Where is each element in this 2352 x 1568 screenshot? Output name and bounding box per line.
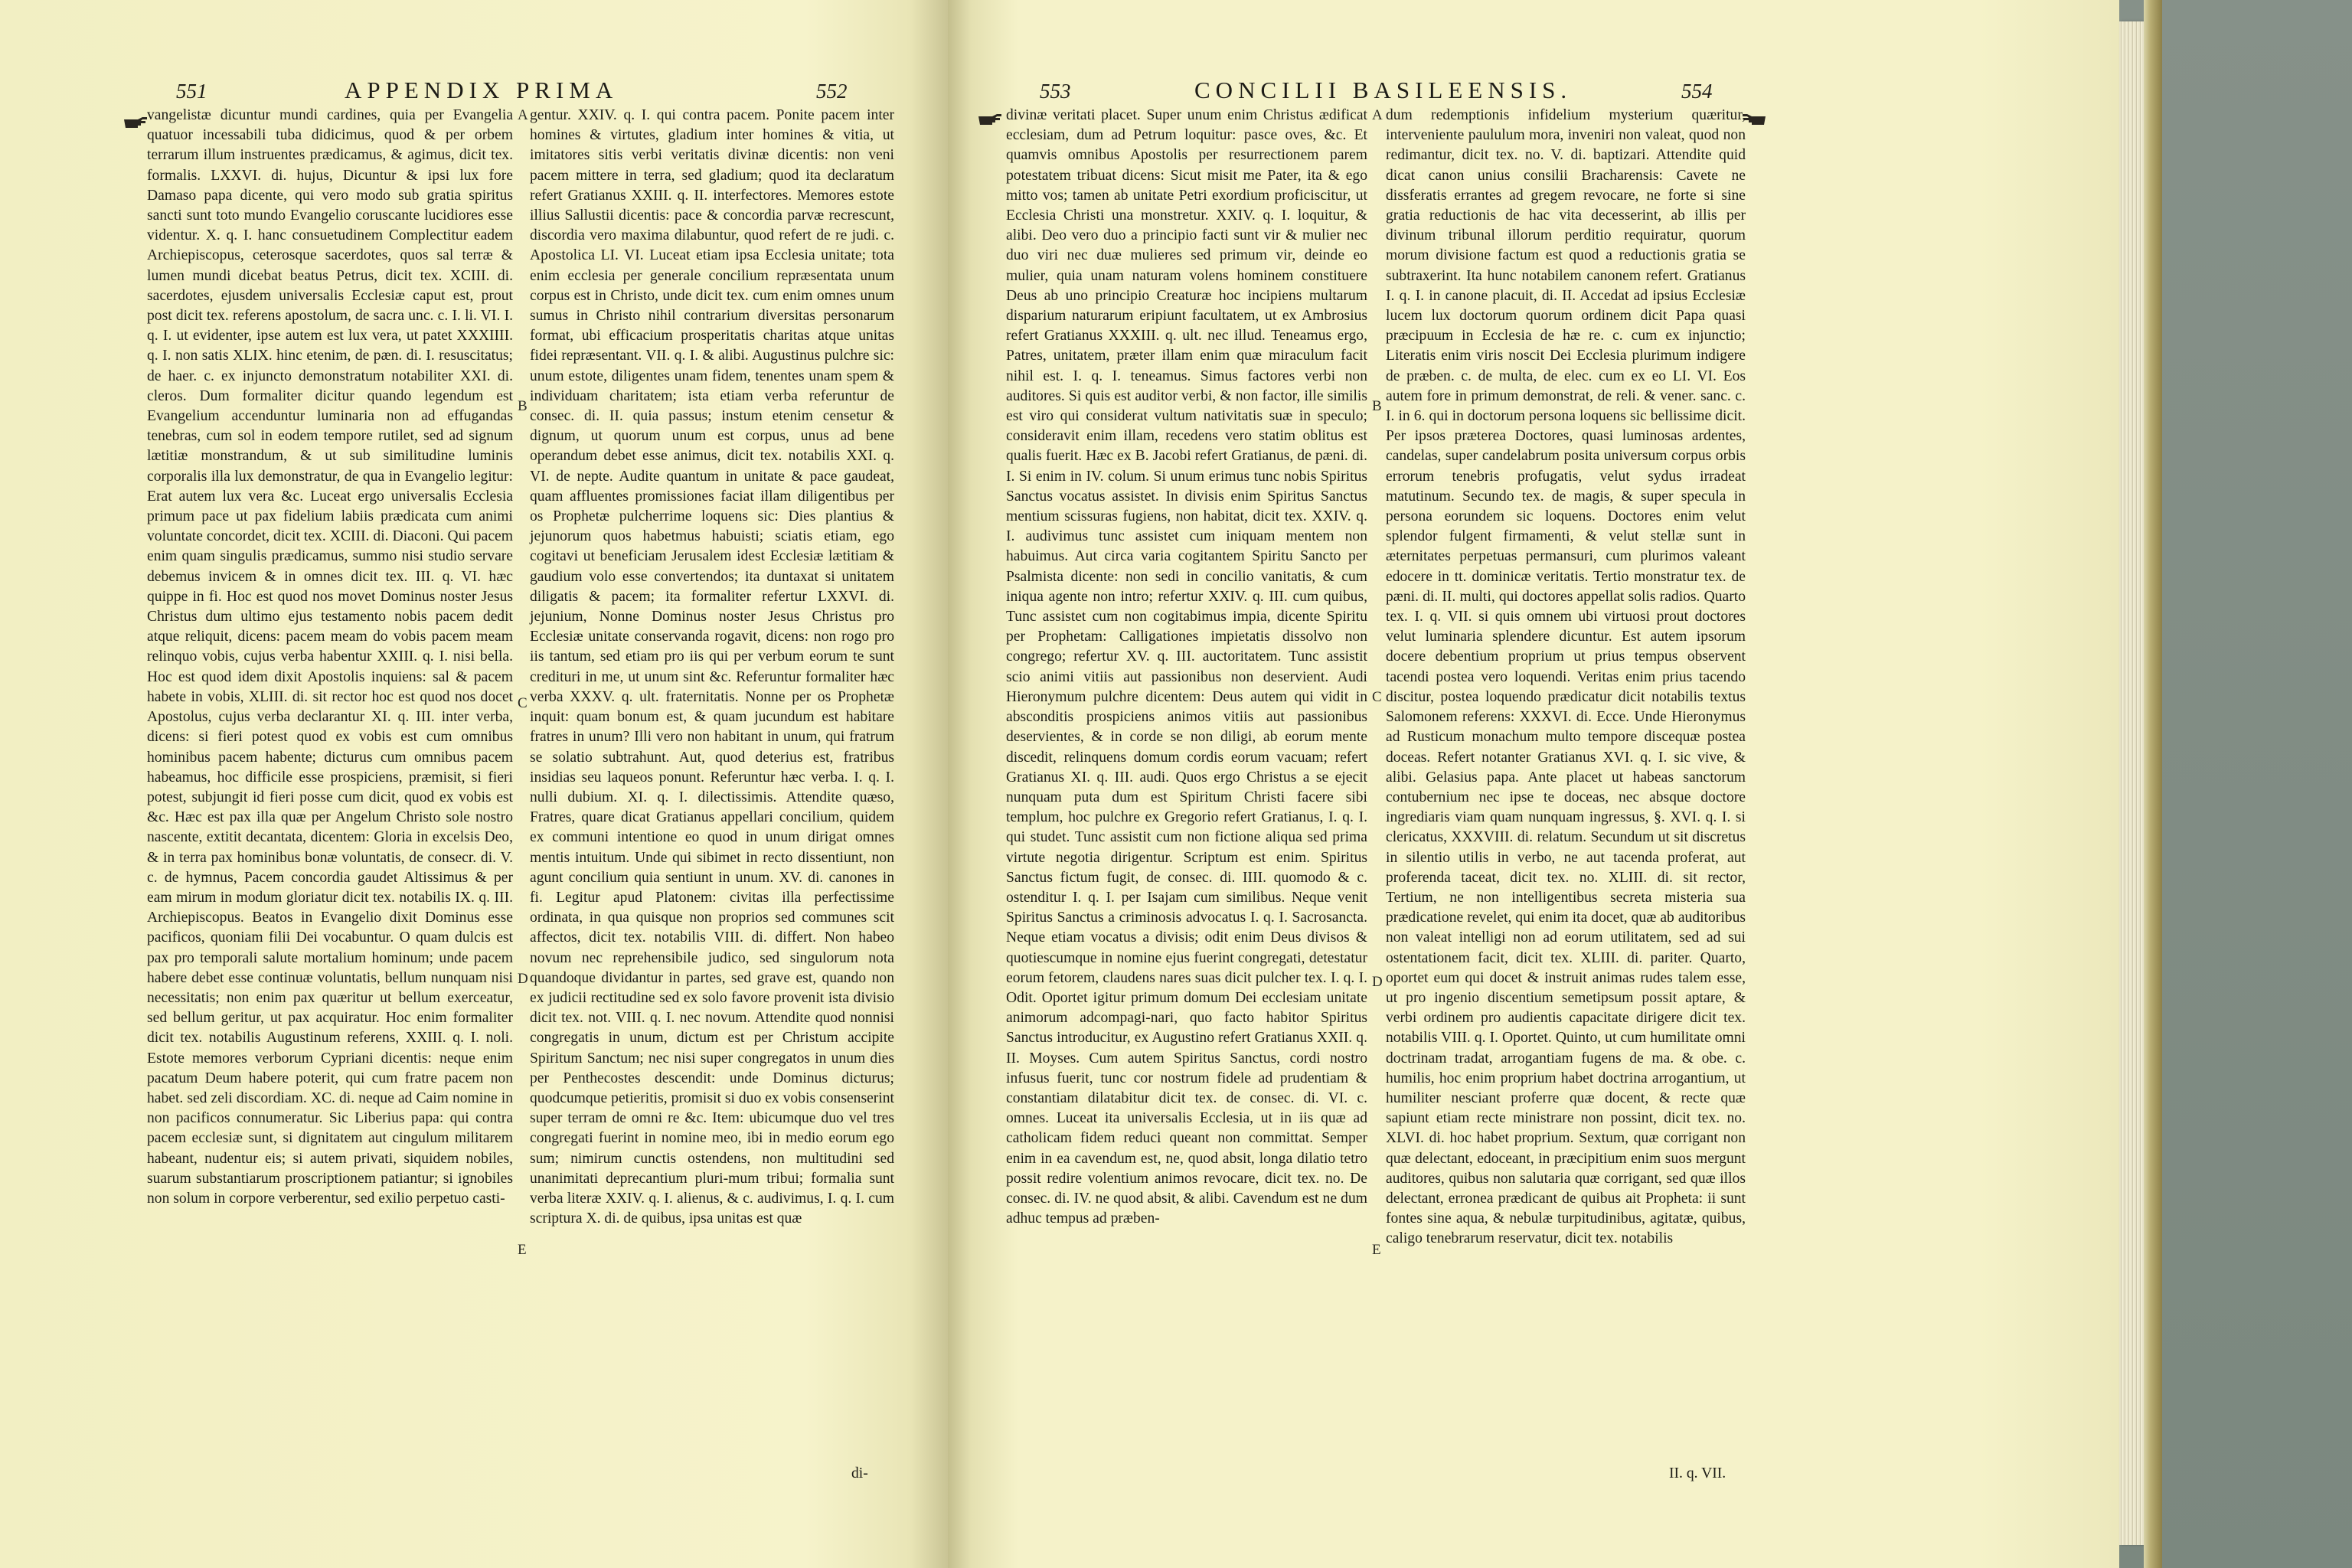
left-column-1-text: vangelistæ dicuntur mundi cardines, quia per Evangelia quatuor incessabili tuba didicimus, quod & per orbem terrarum illum instruentes prædicamus, & agimus, dicit tex. formalis. LXXVI. di. hujus, Dicuntur & ipsi lux fore Damaso papa dicente, qui vero modo sub gratia spiritus sancti sunt toto mundo Evangelio coruscante lucidiores esse videntur. X. q. I. hanc consuetudinem Complectitur eadem Archiepiscopus, ceterosque sacerdotes, quos sal terræ & lumen mundi dicebat beatus Petrus, dicit tex. XCIII. di. sacerdotes, ejusdem universalis Ecclesiæ caput est, prout post dicit tex. referens apostolum, de sacra unc. c. I. li. VI. I. q. I. ut evidenter, ipse autem est lux vera, ut patet XXXIIII. q. I. non satis XLIX. hinc etenim, de pæn. di. I. resuscitatus; de haer. c. ex injuncto demonstratum notabiliter XXI. di. cleros. Dum formaliter dicitur quando legendum est Evangelium accenduntur luminaria non ad effugandas tenebras, cum sol in eodem tempore rutilet, sed ad signum lætitiæ monstrandum, & ut sub similitudine luminis corporalis illa lux demonstratur, de qua in Evangelio legitur: Erat autem lux vera &c. Luceat ergo universalis Ecclesia primum pace ut pax fidelium labiis prædicata cum animi voluntate concordet, dicit tex. XCIII. di. Diaconi. Qui pacem enim quam singulis prædicamus, summo nisi studio servare debemus invicem & in omnes dicit tex. III. q. VI. hæc quippe in fi. Hoc est quod nos movet Dominus noster Jesus Christus dum ultimo ejus testamento nobis pacem dedit atque reliquit, dicens: pacem meam do vobis pacem meam relinquo vobis, cujus verba habentur XXIII. q. I. nisi bella. Hoc est quod idem dixit Apostolis inquiens: sal & pacem habete in vobis, XLIII. di. sit rector hoc est quod nos docet Apostolus, cujus verba declarantur XI. q. III. inter verba, dicens: si fieri potest quod ex vobis est cum omnibus hominibus pacem habente; dicturus cum omnibus pacem habeamus, hoc difficile esse prospiciens, præmisit, si fieri potest, subjungit id fieri posse cum dicit, quod ex vobis est &c. Hæc est pax illa quæ per Angelum Christo sole nostro nascente, extitit decantata, dicentem: Gloria in excelsis Deo, & in terra pax hominibus bonæ voluntatis, de consecr. di. V. c. de hymnus, Pacem concordia gaudet Altissimus & per eam mirum in modum gloriatur dicit tex. notabilis IX. q. III. Archiepiscopus. Beatos in Evangelio dixit Dominus esse pacificos, quoniam filii Dei vocabuntur. O quam dulcis est pax pro temporali salute mortalium hominum; unde pacem habere debet esse continuæ voluntatis, bellum nunquam nisi necessitatis; non enim pax quæritur ut bellum exerceatur, sed bellum geritur, ut pax acquiratur. Hoc enim formaliter dicit tex. notabilis Augustinum referens, XXIII. q. I. noli. Estote memores verborum Cypriani dicentis: neque enim pacatum Deum habere poterit, qui cum fratre pacem non habet. sed zeli discordiam. XC. di. neque ad Caim nomine in non pacificos connumeratur. Sic Liberius papa: qui contra pacem ecclesiæ sunt, si dignitatem aut cingulum militarem habeant, nudentur eis; si autem privati, siquidem nobiles, suarum substantiarum proscriptionem patiantur; si ignobiles non solum in corpore verberentur, sed exilio perpetuo casti- xyxy=(147,107,513,1207)
right-column-2-text: dum redemptionis infidelium mysterium quæritur, interveniente paululum mora, inveniri non valeat, quod non redimantur, dicit tex. no. V. di. baptizari. Attendite quid dicat canon unius consilii Bracharensis: Cavete ne dissferatis errantes ad gregem revocare, ne forte si sine gratia reductionis de hac vita decesserint, ab illis per divinum tribunal illorum perditio requiratur, quorum morum divisione factum est quod a reductionis gratia se subtraxerint. Ita hunc notabilem canonem refert. Gratianus I. q. I. in canone placuit, di. II. Accedat ad ipsius Ecclesiæ lucem lux doctorum quorum ordinem dicit Papa quasi præcipuum in Ecclesia de hæ re. c. cum ex injunctio; Literatis enim viris noscit Dei Ecclesia plurimum indigere de præben. c. de multa, de elec. cum ex eo LI. VI. Eos autem fore in primum demonstrat, de reli. & vener. sanc. c. I. in 6. qui in doctorum persona loquens sic bellissime dicit. Per ipsos præterea Doctores, quasi luminosas ardentes, candelas, super candelabrum posita universum corpus orbis errorum tenebris profugatis, velut sydus irradeat matutinum. Secundo tex. de magis, & super specula in persona eorundem sic loquens. Doctores enim velut splendor fulgent firmamenti, & velut stellæ sunt in æternitates perpetuas permansuri, cum plurimos valeant edocere in tt. dominicæ veritatis. Tertio monstratur tex. de pæni. di. II. multi, qui doctores appellat solis radios. Quarto tex. I. q. VII. si quis omnem ubi virtuosi prout doctores velut luminaria splendere dicuntur. Est autem ipsorum docere debentium proprium ut prius tempus observent tacendi postea vero loquendi. Veritas enim prius tacendo discitur, postea loquendo prædicatur dicit notabilis textus Salomonem referens: XXXVI. di. Ecce. Unde Hieronymus ad Rusticum monachum multo tempore discequæ postea doceas. Refert notanter Gratianus XVI. q. I. sic vive, & alibi. Gelasius papa. Ante placet ut habeas sanctorum contubernium nec ipse te doceas, nec absque doctore ingrediaris viam quam nunquam ingressus, §. XVI. q. I. si clericatus, XXXVIII. di. relatum. Secundum ut sit discretus in silentio utilis in verbo, ne aut tacenda proferat, aut proferenda taceat, dicit tex. no. XLIII. di. sit rector, Tertium, ne non intelligentibus secreta misteria sua prædicatione revelet, qui enim ita docet, quæ ab auditoribus non valeat intelligi non ad eorum utilitatem, sed ad sui ostentationem facit, dicit tex. XLIII. di. pariter. Quarto, oportet eum qui docet & instruit animas rudes talem esse, ut pro ingenio discentium semetipsum possit aptare, & verbi ordinem pro audientis capacitate dirigere dicit tex. notabilis VIII. q. I. Oportet. Quinto, ut cum humilitate omni doctrinam tradat, arrogantiam fugens de ma. & obe. c. humilis, hoc enim proprium habet doctrina arrogantium, ut humiliter nesciant proferre quæ docent, & recte quæ sapiunt etiam recte ministrare non possint, dicit tex. no. XLVI. di. hoc habet proprium. Sextum, quæ corrigant non quæ delectant, edoceant, in præcipitium enim suos mergunt auditores, quibus non salutaria quæ corrigant, sed quæ illos delectant, erronea prædicant de quibus ait Propheta: ii sunt fontes sine aqua, & nebulæ turpitudinibus, agitatæ, quibus, caligo tenebrarum reservatur, dicit tex. notabilis xyxy=(1386,107,1746,1247)
running-head-appendix: APPENDIX PRIMA xyxy=(345,77,619,103)
left-column-2 xyxy=(530,106,894,1229)
page-number-551: 551 xyxy=(176,80,207,103)
margin-letter-d: D xyxy=(518,971,528,987)
catchword-right: II. q. VII. xyxy=(1669,1465,1726,1481)
left-column-2-text: gentur. XXIV. q. I. qui contra pacem. Ponite pacem inter homines & virtutes, gladium inter homines & vitia, ut imitatores sitis verbi veritatis divinæ dicentis: non veni pacem mittere in terra, sed gladium; quod ita declaratum refert Gratianus XXIII. q. II. interfectores. Memores estote illius Sallustii dicentis: pace & concordia parvæ recrescunt, discordia vero maxima dilabuntur, quod refert de re judi. c. Apostolica LI. VI. Luceat etiam ipsa Ecclesia unitate; tota enim ecclesia per generale concilium repræsentata unum corpus est in Christo, unde dicit tex. cum enim omnes unum sumus in Christo nihil contrarium diversitas personarum format, ubi efficacium prosperitatis charitas atque unitas fidei repræsentant. VII. q. I. & alibi. Augustinus pulchre sic: unum estote, diligentes unam fidem, tenentes unam spem & individuam charitatem; ista etiam verba referuntur de consec. di. II. quia passus; instum etenim censetur & dignum, ut quorum unum est corpus, unus ad bene operandum debet esse animus, dicit tex. notabilis XXI. q. VI. de nepte. Audite quantum in unitate & pace gaudeat, quam affluentes promissiones faciat illam diligentibus per os Prophetæ pulcherrime loquens sic: Dies plantius & jejunorum quos habetmus habuisti; sciatis etiam, ego cogitavi ut beneficiam Jerusalem idest Ecclesiæ lætitiam & gaudium volo esse convertendos; ita duntaxat si unitatem diligatis & pacem; ita formaliter refertur LXXVI. di. jejunium, Nonne Dominus noster Jesus Christus pro Ecclesiæ unitate conservanda rogavit, dicens: non rogo pro iis tantum, sed etiam pro iis qui per verbum eorum te sunt credituri in me, ut unum sint &c. Referuntur formaliter hæc verba XXXV. q. ult. fraternitatis. Nonne per os Prophetæ inquit: quam bonum est, & quam jucundum est habitare fratres in unum? Illi vero non habitant in unum, qui fratrum se solatio subtrahunt. Aut, quod deterius est, fratribus insidias seu laqueos ponunt. Referuntur hæc verba. I. q. I. nulli dubium. XI. q. I. dilectissimis. Attendite quæso, Fratres, quare dicat Gratianus appellari concilium, quidem ex communi intentione eo quod in unum dirigat omnes mentis intuitum. Unde qui sibimet in recto dissentiunt, non agunt concilium quia sentiunt in unum. XV. di. canones in fi. Legitur apud Platonem: civitas illa perfectissime ordinata, in qua quisque non proprios sed communes scit affectos, dicit tex. notabilis VIII. di. differt. Non habeo novum nec reprehensibile judico, sed singulorum nota quandoque dividantur in partes, sed grave est, quando non ex judicii rectitudine sed ex solo favore provenit ista divisio dicit tex. not. VIII. q. I. nec novum. Attendite quod nonnisi congregatis in unum, dictum est per Christum accipite Spiritum Sanctum; nec nisi super congregatos in unum dies per Penthecostes descendit: unde Dominus dicturus; quodcumque petieritis, promisit si duo ex vobis consenserint super terram de omni re &c. Item: ubicumque duo vel tres congregati fuerint in nomine meo, ibi in medio eorum ego sum; nimirum cunctis ostendens, non multitudini sed unanimitati deprecantium pluri-mum tribui; formalia sunt verba literæ XXIV. q. I. alienus, & c. audivimus, I. q. I. cum scriptura X. di. de quibus, ipsa unitas est quæ xyxy=(530,107,894,1227)
right-column-2 xyxy=(1386,106,1746,1250)
book-cover-edge xyxy=(2144,0,2162,1568)
pointing-hand-icon xyxy=(977,112,1004,127)
left-page xyxy=(0,0,948,1568)
right-column-1 xyxy=(1006,106,1367,1229)
running-head-concilii: CONCILII BASILEENSIS. xyxy=(1194,77,1573,103)
right-column-1-text: divinæ veritati placet. Super unum enim Christus ædificat ecclesiam, dum ad Petrum loquitur: pasce oves, &c. Et quamvis omnibus Apostolis per resurrectionem parem potestatem tribuat dicens: Sicut misit me Pater, ita & ego mitto vos; tamen ab unitate Petri exordium proficiscitur, ut Ecclesia Christi una monstretur. XXIV. q. I. loquitur, & alibi. Deo vero duo a principio facti sunt vir & mulier nec duo viri nec duæ mulieres sed primum vir, deinde eo mulier, quia unam naturam volens hominem constituere Deus ab uno principio Creaturæ hoc incipiens multarum disparium naturarum eripiunt facultatem, ut ex Ambrosius refert Gratianus XXXIII. q. ult. nec illud. Teneamus ergo, Patres, unitatem, præter illam enim quæ miraculum facit nihil est. I. q. I. teneamus. Simus factores verbi non auditores. Si quis est auditor verbi, & non factor, ille similis est viro qui considerat vultum nativitatis suæ in speculo; consideravit enim illam, recedens vero statim oblitus est qualis fuerit. Hæc ex B. Jacobi refert Gratianus, de pæni. di. I. Si enim in IV. colum. Si unum erimus tunc nobis Spiritus Sanctus vocatus assistet. In divisis enim Spiritus Sanctus mentium scissuras fugiens, non habitat, dicit tex. XXIV. q. I. audivimus tunc assistet cum iniquam mentem non habuimus. Aut circa varia cogitantem Spiritu Sancto per Psalmista dicente: non sedi in concilio vanitatis, & cum iniqua agente non intro; refertur XXIV. q. III. cum quibus, Tunc assistet cum non cogitabimus impia, dicente Spiritu per Prophetam: Calligationes impietatis dissolvo non congrego; refertur XV. q. III. auctoritatem. Tunc assistit scio animi vitiis aut passionibus non deservient. Audi Hieronymum pulchre dicentem: Deus autem qui vidit in absconditis prospiciens animos vitiis aut passionibus deservientes, & in corde se non diligi, ab eorum mente discedit, relinquens domum cordis eorum vacuam; refert Gratianus XI. q. III. audi. Quos ergo Christus a se ejecit nunquam puta dum est Spiritum Christi facere sibi templum, hoc pulchre ex Gregorio refert Gratianus, I. q. I. qui studet. Tunc assistit cum non fictione aliqua sed prima virtute negotia dirigentur. Scriptum est enim. Spiritus Sanctus fictum fugit, de consec. di. IIII. quomodo & c. ostenditur I. q. I. per Isajam cum similibus. Neque venit Spiritus Sanctus a criminosis advocatus I. q. I. Sacrosancta. Neque etiam vocatus a divisis; odit enim Deus divisos & quotiescumque in nomine ejus fuerint congregati, detestatur eorum fetorem, claudens nares suas dicit pulcher tex. I. q. I. Odit. Oportet igitur primum domum Dei ecclesiam unitate animorum adcompagi-nari, quo facto habitor Spiritus Sanctus introducitur, ex Augustino refert Gratianus XXII. q. II. Moyses. Cum autem Spiritus Sanctus, cordi nostro infusus fuerit, tunc cor nostrum fidele ad prudentiam & constantiam dilatabitur dicit tex. de consec. di. VI. c. omnes. Luceat ita universalis Ecclesia, ut in iis quæ ad catholicam fidem reduci queant non committat. Semper enim in ea cavendum est, ne, quod absit, longa dilatio tetro possit redire volentium animos revocare, dicit tex. no. De consec. di. IV. ne quod absit, & alibi. Cavendum est ne dum adhuc tempus ad præben- xyxy=(1006,107,1367,1227)
left-column-1 xyxy=(147,106,513,1209)
page-number-554: 554 xyxy=(1681,80,1713,103)
page-number-553: 553 xyxy=(1040,80,1071,103)
catchword-left: di- xyxy=(851,1465,868,1481)
pointing-hand-icon xyxy=(122,115,150,130)
page-edges xyxy=(2119,21,2147,1545)
right-page xyxy=(948,0,2119,1568)
margin-letter-a: A xyxy=(1372,107,1383,123)
margin-letter-e: E xyxy=(518,1242,527,1258)
margin-letter-c: C xyxy=(518,695,528,711)
margin-letter-b: B xyxy=(518,398,528,414)
margin-letter-b: B xyxy=(1372,398,1382,414)
margin-letter-a: A xyxy=(518,107,528,123)
margin-letter-c: C xyxy=(1372,689,1382,705)
margin-letter-e: E xyxy=(1372,1242,1381,1258)
margin-letter-d: D xyxy=(1372,974,1383,990)
page-number-552: 552 xyxy=(816,80,848,103)
